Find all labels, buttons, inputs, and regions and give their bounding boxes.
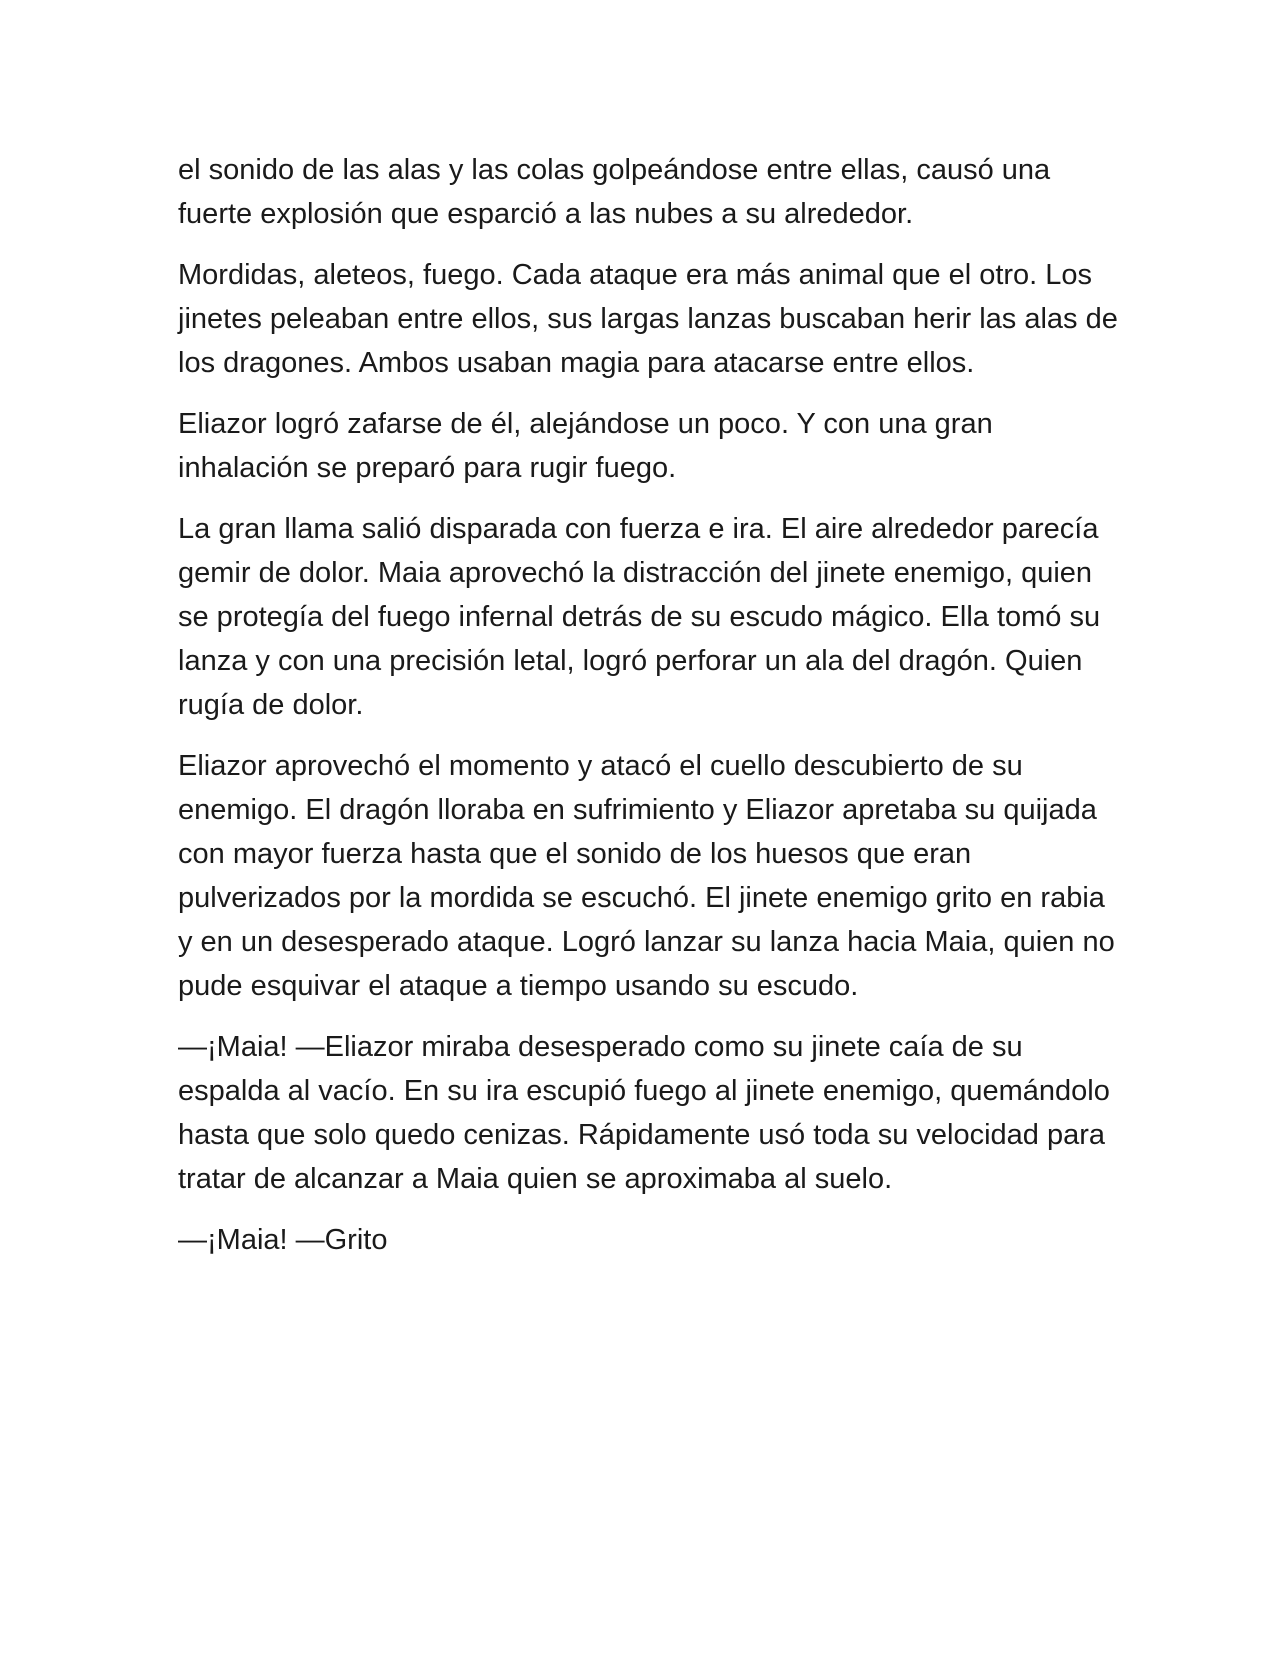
document-body — [178, 148, 1118, 1279]
paragraph-6: —¡Maia! —Eliazor miraba desesperado como su jinete caía de su espalda al vacío. En su ira escupió fuego al jinete enemigo, quemándolo hasta que solo quedo cenizas. Rápidamente usó toda su velocidad para tratar de alcanzar a Maia quien se aproximaba al suelo. — [178, 1031, 1110, 1195]
paragraph-1: el sonido de las alas y las colas golpeándose entre ellas, causó una fuerte explosión que esparció a las nubes a su alrededor. — [178, 154, 1051, 230]
paragraph-2: Mordidas, aleteos, fuego. Cada ataque era más animal que el otro. Los jinetes peleaban entre ellos, sus largas lanzas buscaban herir las alas de los dragones. Ambos usaban magia para atacarse entre ellos. — [178, 259, 1118, 379]
paragraph-3: Eliazor logró zafarse de él, alejándose un poco. Y con una gran inhalación se preparó para rugir fuego. — [178, 408, 993, 484]
paragraph-7: —¡Maia! —Grito — [178, 1224, 388, 1256]
paragraph-4: La gran llama salió disparada con fuerza e ira. El aire alrededor parecía gemir de dolor. Maia aprovechó la distracción del jinete enemigo, quien se protegía del fuego infernal detrás de su escudo mágico. Ella tomó su lanza y con una precisión letal, logró perforar un ala del dragón. Quien rugía de dolor. — [178, 513, 1101, 721]
paragraph-5: Eliazor aprovechó el momento y atacó el cuello descubierto de su enemigo. El dragón lloraba en sufrimiento y Eliazor apretaba su quijada con mayor fuerza hasta que el sonido de los huesos que eran pulverizados por la mordida se escuchó. El jinete enemigo grito en rabia y en un desesperado ataque. Logró lanzar su lanza hacia Maia, quien no pude esquivar el ataque a tiempo usando su escudo. — [178, 750, 1115, 1002]
